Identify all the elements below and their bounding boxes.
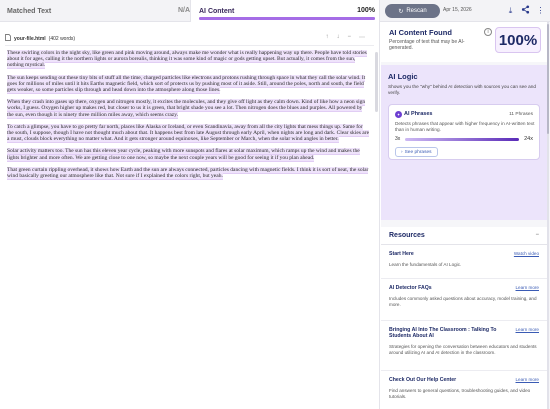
ai-content-progress-fill (199, 17, 375, 20)
document-paragraph: To catch a glimpse, you have to go pretty far north, places like Alaska or Iceland, or even Scandinavia, away from all the city lights that mess things up. Same for the south, I suppose, though I have not thought much about that. It happens best from late August through early April, when nights are long and dark. Clear skies are a must, clouds block everything no matter what. And it gets stronger around equinoxes, like September or March, when the solar wind angles in better. (7, 123, 369, 143)
learn-more-link[interactable]: Learn more (515, 377, 539, 382)
tab-ai-content-label: AI Content (199, 7, 235, 15)
learn-more-link[interactable]: Learn more (515, 327, 539, 332)
resource-title: Check Out Our Help Center (389, 377, 457, 383)
ai-content-found-card (381, 22, 547, 62)
document-paragraph: Solar activity matters too. The sun has this eleven year cycle, peaking with more sunspots and flares at solar maximum, which ramps up the wind and makes the lights brighter and more often. We are getting close to one now, so maybe the next couple years will be good for seeing it if you plan ahead. (7, 148, 360, 161)
tab-matched-text-value: N/A (177, 7, 190, 14)
tab-ai-content-value: 100% (357, 7, 375, 14)
see-phrases-button[interactable] (395, 147, 438, 157)
resource-title: AI Detector FAQs (389, 285, 432, 291)
resource-title: Bringing AI Into The Classroom : Talking To Students About AI (389, 327, 497, 339)
tab-ai-content[interactable] (190, 0, 380, 22)
resource-item-faqs (381, 279, 547, 321)
document-pane (0, 22, 380, 409)
more-icon[interactable]: ⋯ (359, 35, 365, 41)
document-paragraph: The sun keeps sending out these tiny bits of stuff all the time, charged particles like electrons and protons rushing through space in what they call the solar wind. It goes for millions of miles until it hits Earths magnetic field, which sort of protects us by pushing most of it aside. Still, around the poles, north and south, the field gets weaker, so some particles slip through and head down into the atmosphere along those lines. (7, 74, 366, 94)
tab-matched-text-label: Matched Text (7, 7, 52, 15)
ai-phrases-title: AI Phrases (404, 111, 433, 117)
rescan-label: Rescan (406, 8, 427, 14)
panel-scrollbar[interactable] (547, 22, 549, 409)
tab-matched-text[interactable] (0, 0, 190, 22)
resource-description: Learn the fundamentals of AI Logic. (389, 262, 462, 267)
top-tab-bar (0, 0, 550, 22)
ai-phrases-card (388, 104, 540, 160)
resource-item-start-here (381, 245, 547, 279)
results-panel (381, 22, 550, 409)
ai-phrases-description: Detects phrases that appear with higher frequency in AI-written text than in human writing. (395, 121, 535, 132)
ai-logic-title: AI Logic (388, 72, 418, 81)
ai-logic-description: Shows you the "why" behind AI detection with sources you can see and verify. (388, 84, 536, 95)
document-paragraph: These swirling colors in the night sky, like green and pink moving around, always make me wonder what is really happening way up there. People have told stories about it for ages, calling it the northern lights or aurora borealis, thinking it was some kind of magic or gods getting upset. But actually, it comes from the sun, nothing mystical. (7, 50, 367, 69)
frequency-max-label: 24x (524, 136, 533, 142)
panel-scrollbar-thumb[interactable] (547, 24, 549, 134)
resource-description: Includes commonly asked questions about accuracy, model training, and more. (389, 296, 537, 307)
resource-item-help-center (381, 371, 547, 409)
sparkle-icon: ✦ (396, 112, 401, 117)
learn-more-link[interactable]: Learn more (515, 285, 539, 290)
document-paragraph: That green curtain rippling overhead, it shows how Earth and the sun are always connected, particles dancing with magnetic fields. I think it is sort of neat, the solar wind basically greeting our atmosphere like that. Not sure if I explained the colors right, but yeah. (7, 166, 369, 180)
ai-content-found-description: Percentage of text that may be AI-generated. (389, 39, 465, 51)
see-phrases-label: See phrases (404, 150, 432, 155)
resource-item-classroom (381, 321, 547, 371)
rescan-button[interactable] (385, 4, 440, 18)
frequency-min-label: 3x (395, 136, 401, 142)
minus-icon[interactable]: − (535, 232, 539, 238)
info-icon[interactable]: i (484, 28, 492, 36)
word-count: (402 words) (48, 35, 76, 42)
document-body (7, 50, 369, 404)
chevron-right-icon: › (401, 150, 403, 155)
share-icon[interactable] (520, 5, 531, 16)
watch-video-link[interactable]: Watch video (513, 251, 539, 256)
report-date: Apr 15, 2026 (443, 7, 472, 13)
up-arrow-icon[interactable]: ↑ (325, 34, 329, 40)
document-tools (325, 34, 365, 41)
document-scrollbar[interactable] (375, 52, 378, 112)
collapse-icon[interactable]: − (347, 34, 351, 40)
down-arrow-icon[interactable]: ↓ (336, 34, 340, 40)
ai-content-progress-bar (199, 17, 375, 20)
resource-title: Start Here (389, 251, 414, 257)
ai-content-found-title: AI Content Found (389, 28, 452, 37)
document-header (5, 34, 75, 43)
file-name: your-file.html (14, 35, 46, 42)
ai-logic-section (381, 65, 547, 220)
download-icon[interactable]: ⤓ (508, 6, 513, 15)
ai-phrases-count: 11 Phrases (509, 112, 533, 117)
resource-description: Find answers to general questions, troubleshooting guides, and video tutorials. (389, 388, 531, 399)
ai-percentage-badge: 100% (495, 27, 541, 53)
frequency-gradient-bar (405, 138, 519, 141)
refresh-icon: ↻ (398, 8, 404, 15)
resource-description: Strategies for opening the conversation between educators and students around utilizing AI and AI detection in the classroom. (389, 344, 537, 355)
resources-title: Resources (389, 232, 425, 239)
divider (5, 45, 374, 46)
file-icon (5, 34, 11, 43)
more-vertical-icon[interactable]: ⋮ (536, 6, 545, 15)
document-paragraph: When they crash into gases up there, oxygen and nitrogen mostly, it excites the molecules, and they give off light as they calm down. Kind of like how a neon sign works, I guess. Oxygen higher up makes red, but closer to us it is green, that bright shade you see a lot. Then nitrogen does the blues and purples. All powered by the sun, even though it is ninety three million miles away, which seems crazy. (7, 99, 366, 118)
resources-header[interactable] (381, 227, 547, 245)
